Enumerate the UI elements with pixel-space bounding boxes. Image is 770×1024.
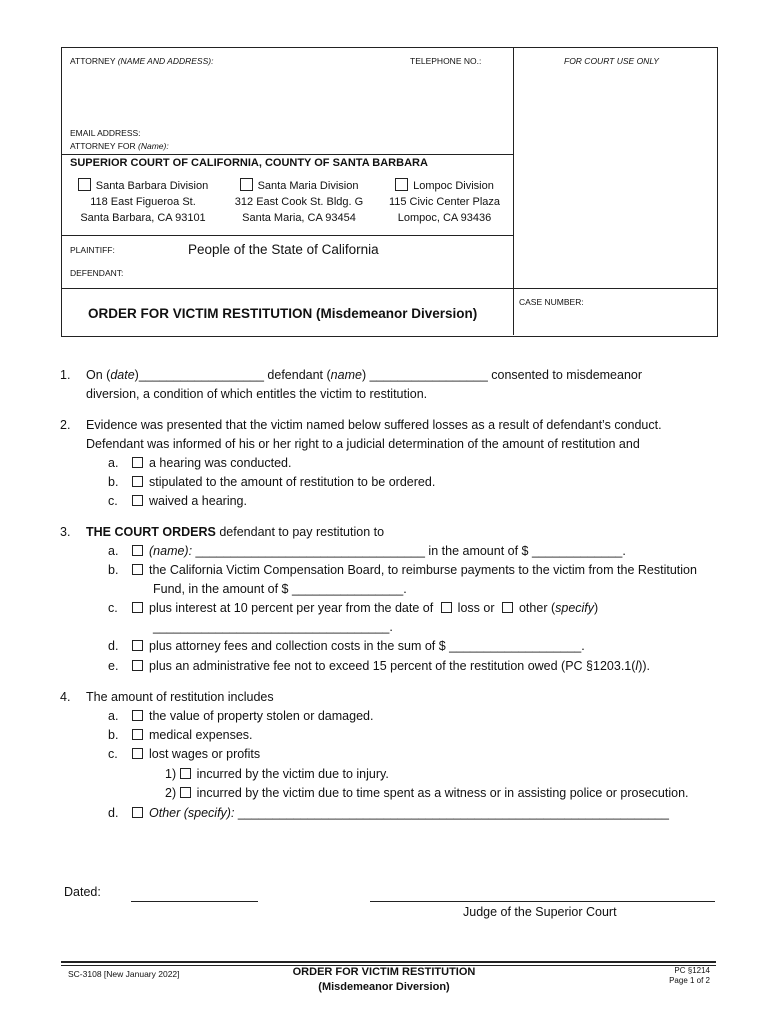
judge-signature-line[interactable] <box>370 901 715 902</box>
division-santa-maria: Santa Maria Division 312 East Cook St. Bldg. G Santa Maria, CA 93454 <box>234 180 364 224</box>
item-3a: (name): _________________________________ in the amount of $ _____________. <box>132 542 626 561</box>
checkbox-3c-other[interactable] <box>502 602 513 613</box>
item-4b: medical expenses. <box>132 726 253 745</box>
telephone-label: TELEPHONE NO.: <box>410 56 482 66</box>
checkbox-lompoc[interactable] <box>395 178 408 191</box>
item-3d-letter: d. <box>108 639 119 653</box>
item-3-line-1: THE COURT ORDERS defendant to pay restitution to <box>86 525 385 539</box>
item-4d: Other (specify): ______________________________________________________________ <box>132 804 669 823</box>
item-4-number: 4. <box>60 690 71 704</box>
checkbox-3e[interactable] <box>132 660 143 671</box>
checkbox-3a[interactable] <box>132 545 143 556</box>
item-2c: waived a hearing. <box>132 492 247 511</box>
item-4c: lost wages or profits <box>132 745 260 764</box>
item-2c-letter: c. <box>108 494 118 508</box>
item-2-number: 2. <box>60 418 71 432</box>
attorney-label: ATTORNEY (NAME AND ADDRESS): <box>70 56 214 66</box>
item-3b-letter: b. <box>108 563 119 577</box>
item-2b-letter: b. <box>108 475 119 489</box>
item-1-number: 1. <box>60 368 71 382</box>
plaintiff-label: PLAINTIFF: <box>70 245 115 255</box>
case-number-label: CASE NUMBER: <box>519 297 584 307</box>
item-2a-letter: a. <box>108 456 119 470</box>
footer-title: ORDER FOR VICTIM RESTITUTION (Misdemeanor Diversion) <box>292 966 476 993</box>
judge-label: Judge of the Superior Court <box>463 905 617 919</box>
checkbox-santa-barbara[interactable] <box>78 178 91 191</box>
item-4d-letter: d. <box>108 806 119 820</box>
court-use-label: FOR COURT USE ONLY <box>564 56 659 66</box>
item-4c2: 2) incurred by the victim due to time spent as a witness or in assisting police or prosecution. <box>165 786 689 800</box>
item-2b: stipulated to the amount of restitution to be ordered. <box>132 473 435 492</box>
footer-ref: PC §1214 Page 1 of 2 <box>669 966 710 985</box>
dated-label: Dated: <box>64 885 101 899</box>
court-name: SUPERIOR COURT OF CALIFORNIA, COUNTY OF SANTA BARBARA <box>70 157 428 169</box>
checkbox-4d[interactable] <box>132 807 143 818</box>
checkbox-2a[interactable] <box>132 457 143 468</box>
item-3e: plus an administrative fee not to exceed 15 percent of the restitution owed (PC §1203.1(l)). <box>132 657 650 676</box>
checkbox-santa-maria[interactable] <box>240 178 253 191</box>
item-2-line-1: Evidence was presented that the victim named below suffered losses as a result of defendant’s conduct. <box>86 418 662 432</box>
checkbox-4b[interactable] <box>132 729 143 740</box>
item-3c: plus interest at 10 percent per year from the date of loss or other (specify) <box>132 599 598 618</box>
item-3b-line-2: Fund, in the amount of $ ________________. <box>153 582 407 596</box>
footer-rule-top <box>61 961 716 963</box>
title-divider <box>61 288 717 289</box>
parties-divider <box>61 235 513 236</box>
checkbox-4c2[interactable] <box>180 787 191 798</box>
item-2-line-2: Defendant was informed of his or her right to a judicial determination of the amount of restitution and <box>86 437 640 451</box>
item-3-number: 3. <box>60 525 71 539</box>
defendant-label: DEFENDANT: <box>70 268 124 278</box>
item-1-line-1: On (date)__________________ defendant (name) _________________ consented to misdemeanor <box>86 368 643 382</box>
checkbox-2c[interactable] <box>132 495 143 506</box>
item-2a: a hearing was conducted. <box>132 454 291 473</box>
item-3d: plus attorney fees and collection costs in the sum of $ ___________________. <box>132 637 585 656</box>
checkbox-4a[interactable] <box>132 710 143 721</box>
division-santa-barbara: Santa Barbara Division 118 East Figueroa St. Santa Barbara, CA 93101 <box>70 178 216 226</box>
item-4a: the value of property stolen or damaged. <box>132 707 373 726</box>
item-4c-letter: c. <box>108 747 118 761</box>
checkbox-3c[interactable] <box>132 602 143 613</box>
item-1-line-2: diversion, a condition of which entitles the victim to restitution. <box>86 387 428 401</box>
footer-form-id: SC-3108 [New January 2022] <box>68 969 180 979</box>
checkbox-3b[interactable] <box>132 564 143 575</box>
dated-line[interactable] <box>131 901 258 902</box>
attorney-for-label: ATTORNEY FOR (Name): <box>70 141 169 151</box>
court-name-divider <box>61 154 513 155</box>
item-4c1: 1) incurred by the victim due to injury. <box>165 767 389 781</box>
division-lompoc: Lompoc Division 115 Civic Center Plaza Lompoc, CA 93436 <box>388 180 501 224</box>
checkbox-3c-loss[interactable] <box>441 602 452 613</box>
email-label: EMAIL ADDRESS: <box>70 128 141 138</box>
item-3c-line-2: __________________________________. <box>153 620 393 634</box>
item-4-line-1: The amount of restitution includes <box>86 690 274 704</box>
checkbox-3d[interactable] <box>132 640 143 651</box>
plaintiff-value: People of the State of California <box>188 242 379 257</box>
checkbox-4c[interactable] <box>132 748 143 759</box>
item-4b-letter: b. <box>108 728 119 742</box>
checkbox-2b[interactable] <box>132 476 143 487</box>
form-title: ORDER FOR VICTIM RESTITUTION (Misdemeanor Diversion) <box>88 306 478 321</box>
item-3c-letter: c. <box>108 601 118 615</box>
item-3a-letter: a. <box>108 544 119 558</box>
item-3e-letter: e. <box>108 659 119 673</box>
checkbox-4c1[interactable] <box>180 768 191 779</box>
item-3b: the California Victim Compensation Board, to reimburse payments to the victim from the Restitution <box>132 561 697 580</box>
item-4a-letter: a. <box>108 709 119 723</box>
court-use-divider <box>513 47 514 335</box>
